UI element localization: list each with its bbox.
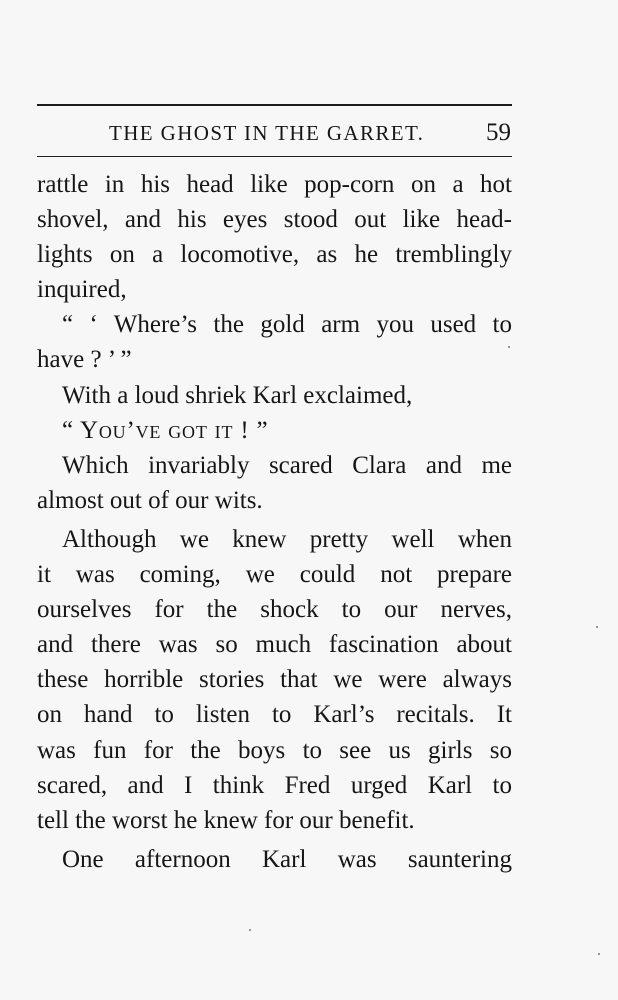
text-line: ourselves for the shock to our nerves, (37, 596, 512, 624)
text-line: With a loud shriek Karl exclaimed, (62, 381, 413, 409)
print-speck (249, 929, 251, 931)
text-line: on hand to listen to Karl’s recitals. It (37, 701, 512, 729)
text-line: One afternoon Karl was sauntering (62, 845, 512, 873)
text-line: inquired, (37, 276, 127, 304)
text-line: rattle in his head like pop-corn on a hot (37, 171, 512, 198)
text-line: shovel, and his eyes stood out like head- (37, 206, 512, 234)
text-line: was fun for the boys to see us girls so (37, 736, 512, 764)
print-speck (596, 626, 598, 628)
text-line: “ You’ve got it ! ” (62, 416, 269, 444)
text-line: lights on a locomotive, as he tremblingly (37, 241, 512, 269)
page-number: 59 (486, 119, 511, 146)
text-line: these horrible stories that we were always (37, 666, 512, 694)
top-rule (37, 104, 512, 106)
text-line: and there was so much fascination about (37, 631, 512, 659)
running-title: THE GHOST IN THE GARRET. (109, 121, 425, 145)
print-speck (598, 953, 600, 955)
text-line: “ ‘ Where’s the gold arm you used to (62, 311, 512, 339)
text-line: Although we knew pretty well when (62, 525, 512, 553)
bottom-rule (37, 156, 512, 157)
text-line: it was coming, we could not prepare (37, 561, 512, 589)
print-speck (508, 346, 510, 348)
text-line: Which invariably scared Clara and me (62, 451, 512, 479)
text-line: almost out of our wits. (37, 486, 263, 514)
text-line: have ? ’ ” (37, 346, 132, 374)
body-text (37, 167, 512, 877)
text-line: tell the worst he knew for our benefit. (37, 806, 415, 834)
running-head (37, 119, 512, 149)
text-line: scared, and I think Fred urged Karl to (37, 771, 512, 799)
